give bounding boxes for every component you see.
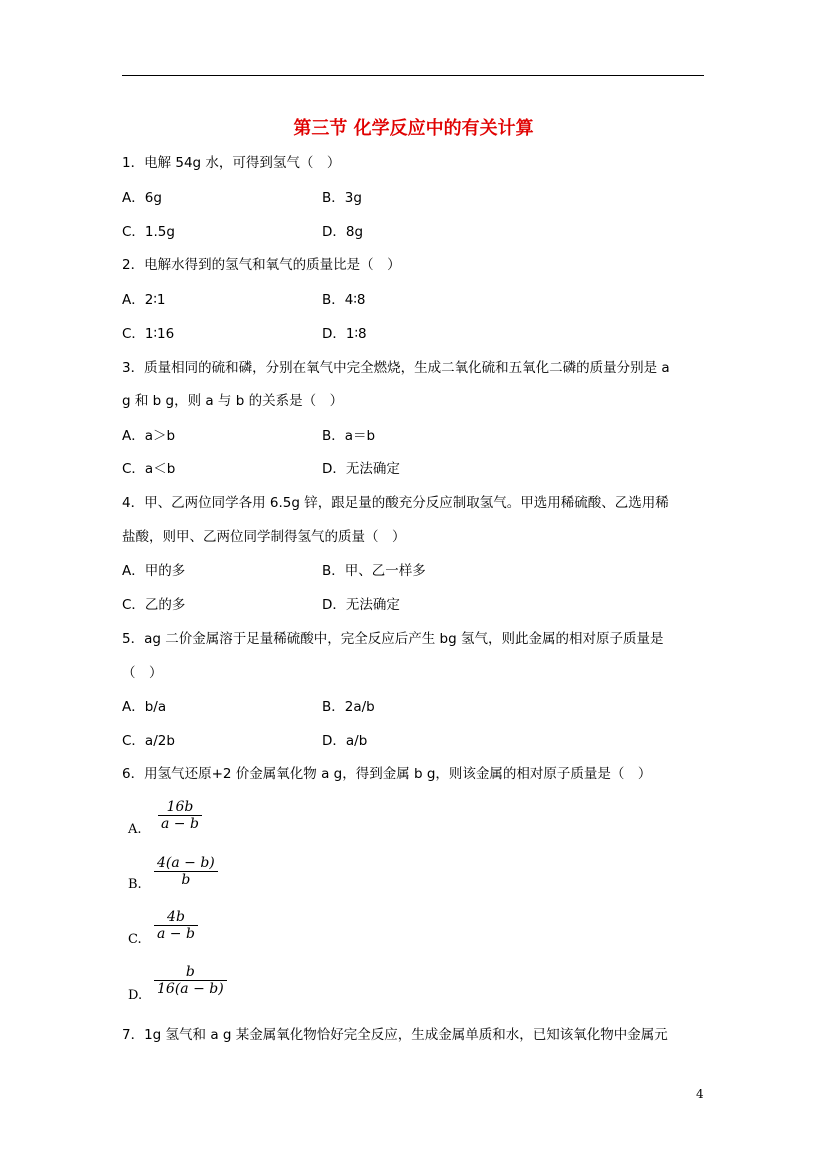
question-4-option-c: C．乙的多 [122,597,186,613]
question-5-option-b: B．2a/b [322,699,375,715]
question-4-stem-line-2: 盐酸，则甲、乙两位同学制得氢气的质量（ ） [122,529,406,545]
page-number: 4 [696,1087,704,1101]
fraction-numerator: 4b [167,909,185,925]
question-6-option-b-label: B. [128,877,142,892]
question-2-option-c: C．1∶16 [122,326,175,342]
fraction-denominator: a − b [161,816,199,832]
question-3-option-d: D．无法确定 [322,461,400,477]
question-4-stem-line-1: 4．甲、乙两位同学各用 6.5g 锌，跟足量的酸充分反应制取氢气。甲选用稀硫酸、乙选用稀 [122,495,669,511]
fraction-denominator: 16(a − b) [157,981,224,997]
question-3-option-a: A．a＞b [122,428,176,444]
question-4-option-a: A．甲的多 [122,563,186,579]
question-5-option-d: D．a/b [322,733,368,749]
question-7-stem: 7．1g 氢气和 a g 某金属氧化物恰好完全反应，生成金属单质和水，已知该氧化物中金属元 [122,1027,668,1043]
question-1-option-d: D．8g [322,224,364,240]
question-1-option-b: B．3g [322,190,362,206]
question-2-option-a: A．2∶1 [122,292,166,308]
fraction-numerator: 4(a − b) [157,855,215,871]
question-1-stem: 1．电解 54g 水，可得到氢气（ ） [122,155,341,171]
question-3-option-c: C．a＜b [122,461,176,477]
question-5-option-c: C．a/2b [122,733,175,749]
question-1-option-c: C．1.5g [122,224,175,240]
question-6-option-d-fraction [154,964,227,997]
fraction-denominator: a − b [157,926,195,942]
question-6-option-a-fraction [158,799,202,832]
question-4-option-d: D．无法确定 [322,597,400,613]
question-3-stem-line-1: 3．质量相同的硫和磷，分别在氧气中完全燃烧，生成二氧化硫和五氧化二磷的质量分别是 a [122,360,670,376]
question-5-stem-line-1: 5．ag 二价金属溶于足量稀硫酸中，完全反应后产生 bg 氢气，则此金属的相对原子质量是 [122,631,664,647]
question-1-option-a: A．6g [122,190,162,206]
question-6-option-d-label: D. [128,988,143,1003]
question-3-option-b: B．a＝b [322,428,376,444]
header-rule [122,75,704,76]
fraction-numerator: b [185,964,195,980]
question-6-stem: 6．用氢气还原+2 价金属氧化物 a g，得到金属 b g，则该金属的相对原子质量是（ ） [122,766,652,782]
question-3-stem-line-2: g 和 b g，则 a 与 b 的关系是（ ） [122,393,344,409]
question-2-option-d: D．1∶8 [322,326,367,342]
section-title: 第三节 化学反应中的有关计算 [293,118,534,139]
question-2-stem: 2．电解水得到的氢气和氧气的质量比是（ ） [122,257,401,273]
question-4-option-b: B．甲、乙一样多 [322,563,426,579]
question-5-stem-line-2: （ ） [122,665,163,681]
question-6-option-a-label: A. [128,822,142,837]
fraction-denominator: b [181,872,191,888]
question-2-option-b: B．4∶8 [322,292,366,308]
fraction-numerator: 16b [166,799,194,815]
question-6-option-c-fraction [154,909,198,942]
question-5-option-a: A．b/a [122,699,167,715]
question-6-option-c-label: C. [128,932,142,947]
question-6-option-b-fraction [154,855,218,888]
